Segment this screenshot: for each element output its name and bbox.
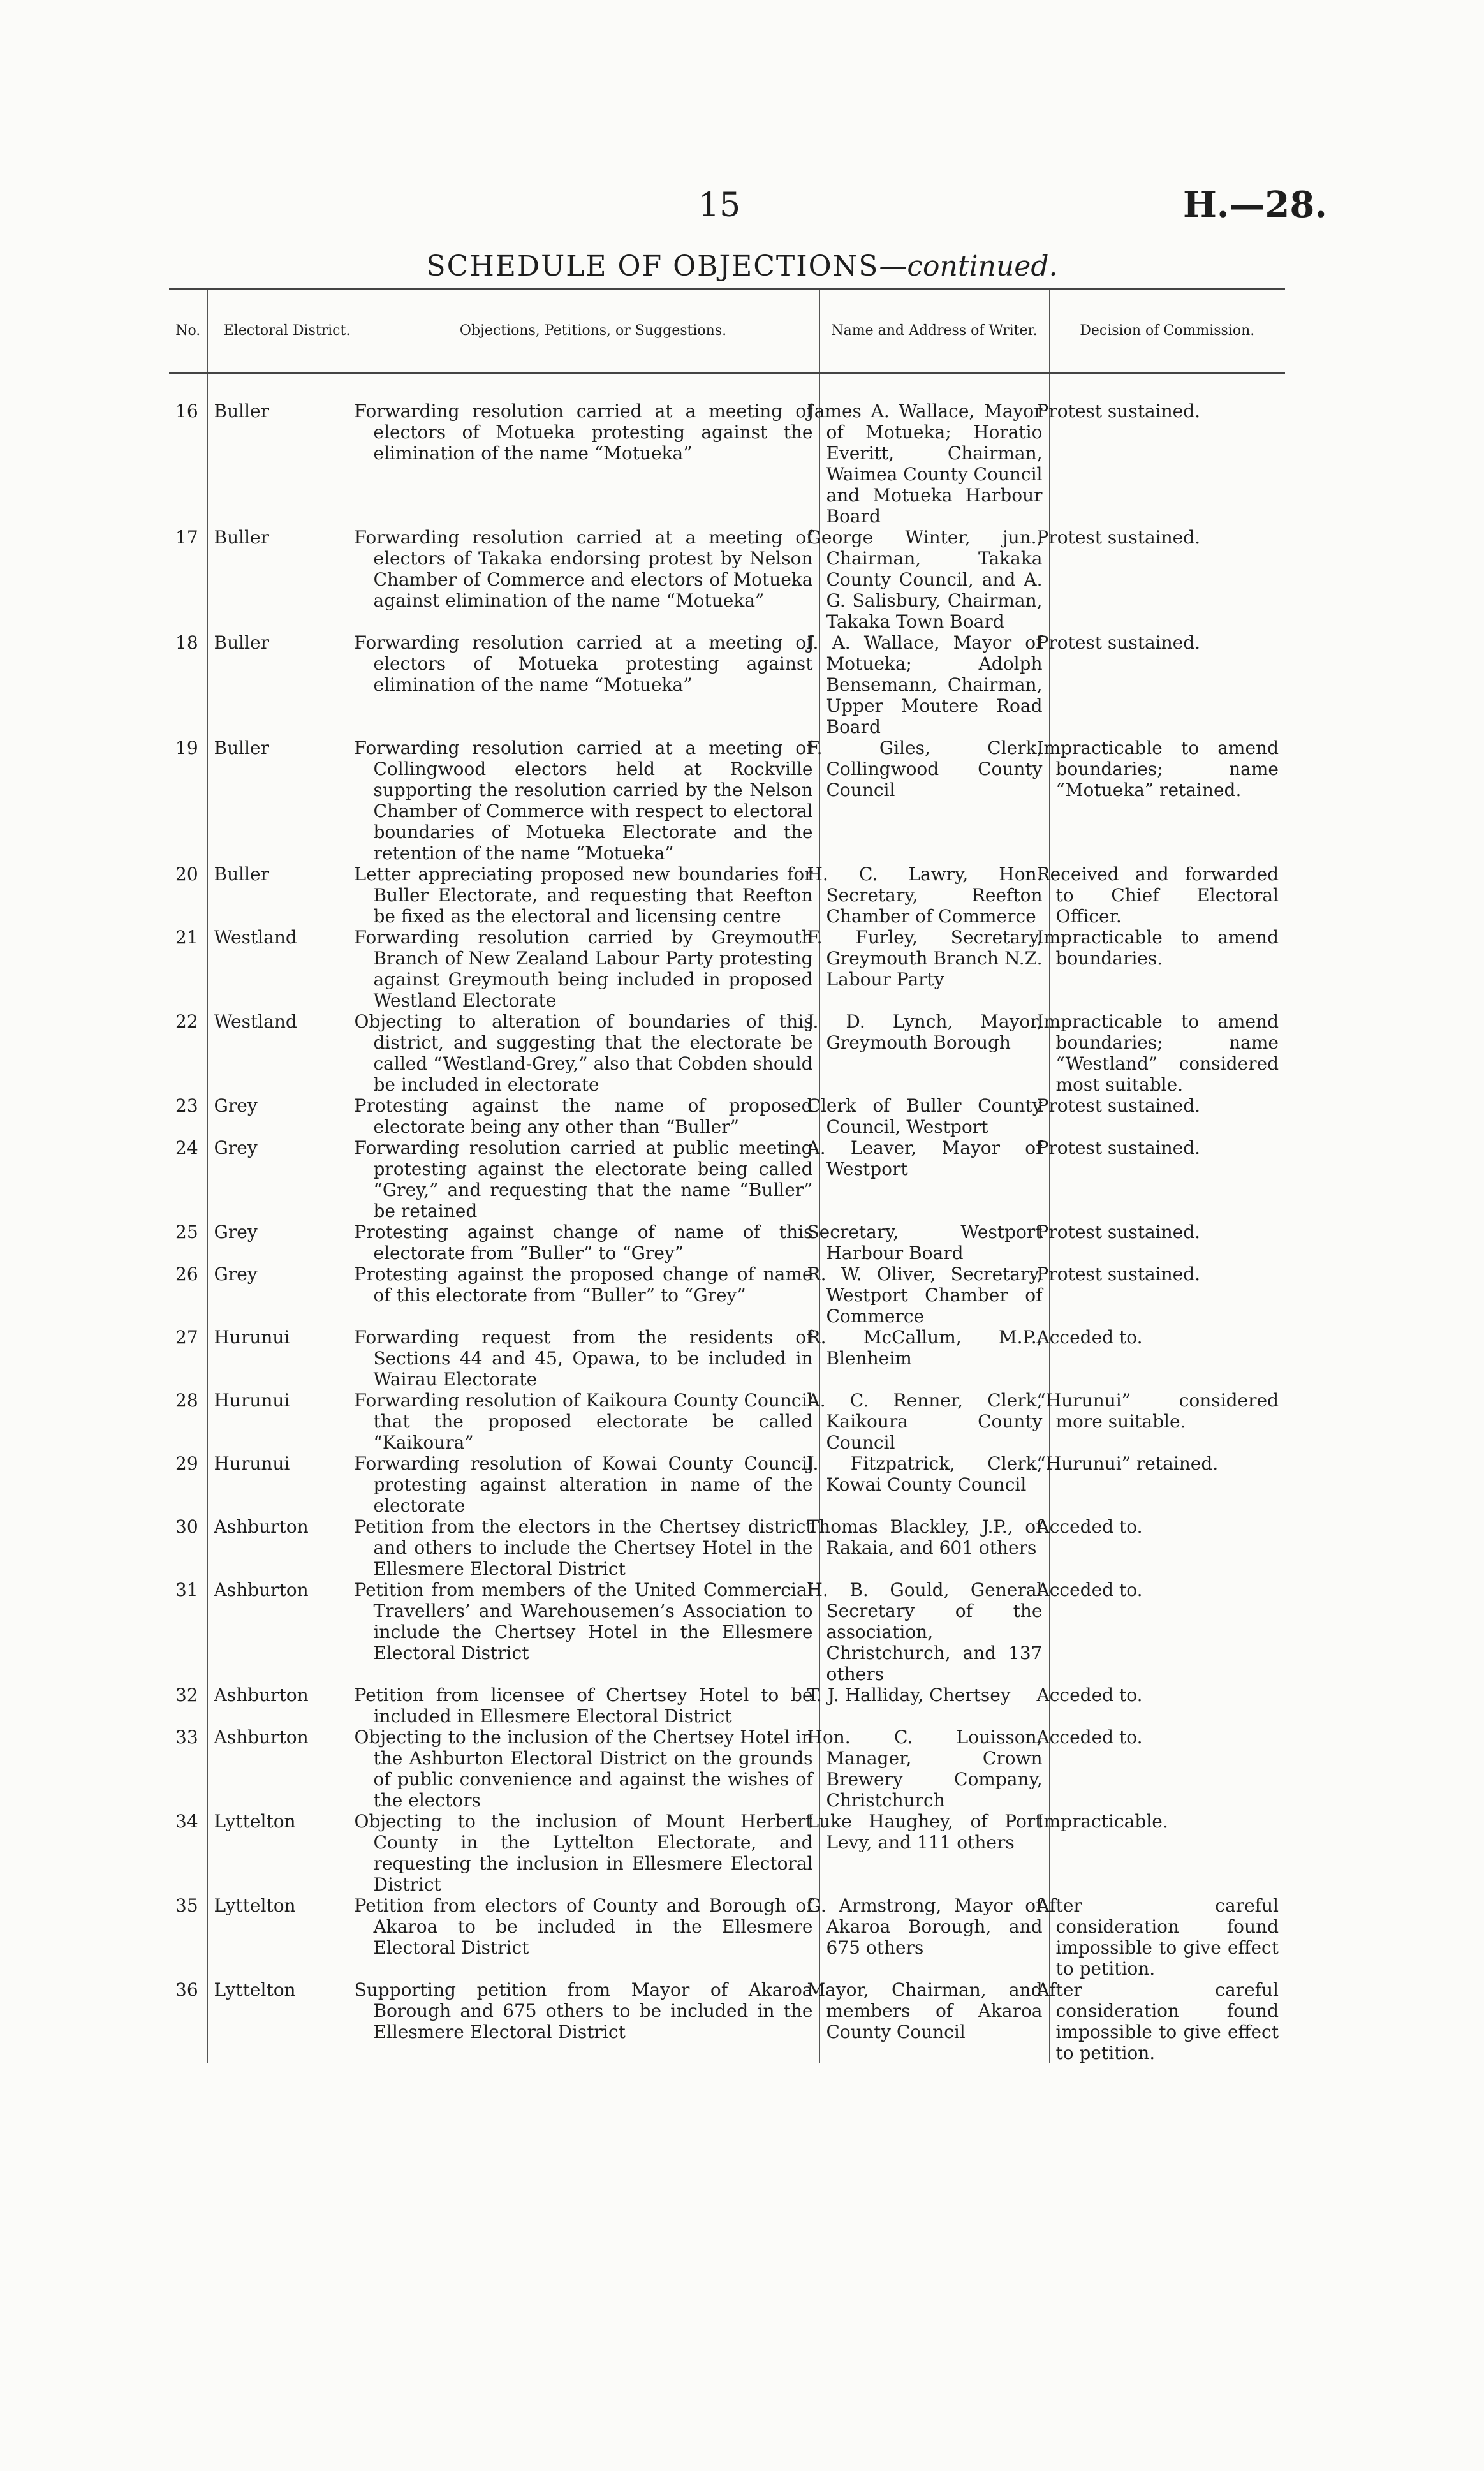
row-number: 16 [175, 401, 198, 422]
row-decision: Received and forwarded to Chief Electoral Officer. [1049, 864, 1285, 927]
row-number: 19 [175, 737, 198, 758]
row-decision: Protest sustained. [1049, 1264, 1285, 1327]
row-district: Buller [207, 632, 367, 737]
row-number: 31 [175, 1579, 198, 1600]
row-district: Ashburton [207, 1516, 367, 1579]
table-row [169, 1685, 1285, 1727]
row-district: Buller [207, 737, 367, 864]
table-row [169, 1327, 1285, 1390]
row-writer: R. McCallum, M.P., Blenheim [819, 1327, 1049, 1390]
row-district: Hurunui [207, 1453, 367, 1516]
table-row [169, 1811, 1285, 1895]
row-number: 32 [175, 1685, 198, 1706]
row-number: 35 [175, 1895, 198, 1916]
row-number: 18 [175, 632, 198, 653]
table-row [169, 1011, 1285, 1095]
row-writer: J. A. Wallace, Mayor of Motueka; Adolph Bensemann, Chairman, Upper Moutere Road Board [819, 632, 1049, 737]
row-writer: Luke Haughey, of Port Levy, and 111 others [819, 1811, 1049, 1895]
row-decision: Impracticable to amend boundaries; name “Westland” considered most suitable. [1049, 1011, 1285, 1095]
row-district: Westland [207, 927, 367, 1011]
row-writer: F. Furley, Secretary, Greymouth Branch N.Z. Labour Party [819, 927, 1049, 1011]
row-district: Hurunui [207, 1327, 367, 1390]
row-district: Grey [207, 1221, 367, 1264]
row-writer: H. C. Lawry, Hon. Secretary, Reefton Chamber of Commerce [819, 864, 1049, 927]
row-objection: Forwarding resolution carried at a meeting of electors of Takaka endorsing protest by Nelson Chamber of Commerce and electors of Motueka against elimination of the name “Motueka” [367, 527, 819, 632]
table-row [169, 1516, 1285, 1579]
row-writer: Hon. C. Louisson, Manager, Crown Brewery Company, Christchurch [819, 1727, 1049, 1811]
row-number: 30 [175, 1516, 198, 1537]
row-number: 22 [175, 1011, 198, 1032]
table-row [169, 1453, 1285, 1516]
row-district: Grey [207, 1137, 367, 1221]
row-objection: Protesting against the proposed change of name of this electorate from “Buller” to “Grey” [367, 1264, 819, 1327]
row-district: Buller [207, 864, 367, 927]
row-district: Lyttelton [207, 1811, 367, 1895]
row-writer: R. W. Oliver, Secretary, Westport Chamber of Commerce [819, 1264, 1049, 1327]
table-row [169, 1895, 1285, 1979]
row-decision: Impracticable to amend boundaries. [1049, 927, 1285, 1011]
row-writer: Mayor, Chairman, and members of Akaroa County Council [819, 1979, 1049, 2063]
column-header-objection: Objections, Petitions, or Suggestions. [367, 289, 819, 373]
row-objection: Forwarding resolution carried at a meeting of Collingwood electors held at Rockville supporting the resolution carried by the Nelson Chamber of Commerce with respect to electoral boundaries of Motueka Electorate and the retention of the name “Motueka” [367, 737, 819, 864]
row-objection: Petition from electors of County and Borough of Akaroa to be included in the Ellesmere Electoral District [367, 1895, 819, 1979]
row-writer: A. Leaver, Mayor of Westport [819, 1137, 1049, 1221]
objections-table [169, 288, 1285, 2063]
row-decision: Protest sustained. [1049, 1095, 1285, 1137]
row-objection: Forwarding resolution carried at public meeting protesting against the electorate being called “Grey,” and requesting that the name “Buller” be retained [367, 1137, 819, 1221]
row-objection: Forwarding resolution carried by Greymouth Branch of New Zealand Labour Party protesting against Greymouth being included in proposed Westland Electorate [367, 927, 819, 1011]
row-number: 28 [175, 1390, 198, 1411]
row-district: Hurunui [207, 1390, 367, 1453]
row-decision: Protest sustained. [1049, 1221, 1285, 1264]
row-objection: Protesting against the name of proposed electorate being any other than “Buller” [367, 1095, 819, 1137]
row-objection: Letter appreciating proposed new boundaries for Buller Electorate, and requesting that Reefton be fixed as the electoral and licensing centre [367, 864, 819, 927]
table-row [169, 373, 1285, 527]
row-decision: Impracticable to amend boundaries; name “Motueka” retained. [1049, 737, 1285, 864]
row-number: 25 [175, 1221, 198, 1243]
row-objection: Forwarding resolution of Kowai County Council protesting against alteration in name of the electorate [367, 1453, 819, 1516]
row-writer: J. Fitzpatrick, Clerk, Kowai County Council [819, 1453, 1049, 1516]
row-district: Westland [207, 1011, 367, 1095]
row-number: 27 [175, 1327, 198, 1348]
row-objection: Forwarding resolution carried at a meeting of electors of Motueka protesting against elimination of the name “Motueka” [367, 632, 819, 737]
row-writer: Thomas Blackley, J.P., of Rakaia, and 601 others [819, 1516, 1049, 1579]
row-decision: After careful consideration found impossible to give effect to petition. [1049, 1979, 1285, 2063]
row-objection: Petition from members of the United Commercial Travellers’ and Warehousemen’s Association to include the Chertsey Hotel in the Ellesmere Electoral District [367, 1579, 819, 1685]
row-writer: George Winter, jun., Chairman, Takaka County Council, and A. G. Salisbury, Chairman, Takaka Town Board [819, 527, 1049, 632]
document-reference: H.—28. [1183, 184, 1327, 226]
table-row [169, 527, 1285, 632]
row-number: 21 [175, 927, 198, 948]
table-row [169, 737, 1285, 864]
row-district: Lyttelton [207, 1895, 367, 1979]
page-title [0, 250, 1484, 283]
row-writer: A. C. Renner, Clerk, Kaikoura County Council [819, 1390, 1049, 1453]
row-number: 33 [175, 1727, 198, 1748]
row-writer: Secretary, Westport Harbour Board [819, 1221, 1049, 1264]
table-row [169, 632, 1285, 737]
row-decision: Acceded to. [1049, 1727, 1285, 1811]
row-district: Buller [207, 527, 367, 632]
row-number: 20 [175, 864, 198, 885]
row-decision: “Hurunui” retained. [1049, 1453, 1285, 1516]
column-header-writer: Name and Address of Writer. [819, 289, 1049, 373]
table-row [169, 864, 1285, 927]
table-row [169, 1221, 1285, 1264]
row-number: 17 [175, 527, 198, 548]
row-objection: Forwarding resolution carried at a meeting of electors of Motueka protesting against the elimination of the name “Motueka” [367, 373, 819, 527]
row-writer: James A. Wallace, Mayor of Motueka; Horatio Everitt, Chairman, Waimea County Council and Motueka Harbour Board [819, 373, 1049, 527]
table-row [169, 1579, 1285, 1685]
row-district: Ashburton [207, 1685, 367, 1727]
table-row [169, 1264, 1285, 1327]
row-decision: Acceded to. [1049, 1579, 1285, 1685]
column-header-district: Electoral District. [207, 289, 367, 373]
table-row [169, 1137, 1285, 1221]
row-objection: Supporting petition from Mayor of Akaroa Borough and 675 others to be included in the Ellesmere Electoral District [367, 1979, 819, 2063]
row-objection: Protesting against change of name of this electorate from “Buller” to “Grey” [367, 1221, 819, 1264]
row-decision: Protest sustained. [1049, 527, 1285, 632]
row-number: 36 [175, 1979, 198, 2000]
table-row [169, 927, 1285, 1011]
row-objection: Forwarding request from the residents of Sections 44 and 45, Opawa, to be included in Wairau Electorate [367, 1327, 819, 1390]
row-writer: G. Armstrong, Mayor of Akaroa Borough, and 675 others [819, 1895, 1049, 1979]
row-objection: Objecting to the inclusion of the Chertsey Hotel in the Ashburton Electoral District on the grounds of public convenience and against the wishes of the electors [367, 1727, 819, 1811]
row-decision: Acceded to. [1049, 1685, 1285, 1727]
row-number: 26 [175, 1264, 198, 1285]
row-decision: Impracticable. [1049, 1811, 1285, 1895]
column-header-no: No. [169, 289, 207, 373]
row-decision: After careful consideration found impossible to give effect to petition. [1049, 1895, 1285, 1979]
table-row [169, 1095, 1285, 1137]
row-writer: Clerk of Buller County Council, Westport [819, 1095, 1049, 1137]
page-number: 15 [698, 186, 741, 225]
column-header-decision: Decision of Commission. [1049, 289, 1285, 373]
row-decision: Protest sustained. [1049, 1137, 1285, 1221]
row-objection: Objecting to the inclusion of Mount Herbert County in the Lyttelton Electorate, and requesting the inclusion in Ellesmere Electoral District [367, 1811, 819, 1895]
table-header-row [169, 289, 1285, 373]
row-district: Ashburton [207, 1579, 367, 1685]
row-number: 34 [175, 1811, 198, 1832]
row-decision: “Hurunui” considered more suitable. [1049, 1390, 1285, 1453]
row-objection: Forwarding resolution of Kaikoura County Council that the proposed electorate be called “Kaikoura” [367, 1390, 819, 1453]
row-district: Grey [207, 1264, 367, 1327]
title-suffix: —continued. [879, 250, 1058, 283]
row-district: Buller [207, 373, 367, 527]
row-writer: J. D. Lynch, Mayor, Greymouth Borough [819, 1011, 1049, 1095]
row-district: Grey [207, 1095, 367, 1137]
row-objection: Petition from the electors in the Chertsey district and others to include the Chertsey Hotel in the Ellesmere Electoral District [367, 1516, 819, 1579]
table-row [169, 1727, 1285, 1811]
row-decision: Protest sustained. [1049, 373, 1285, 527]
row-number: 29 [175, 1453, 198, 1474]
table-row [169, 1979, 1285, 2063]
row-district: Lyttelton [207, 1979, 367, 2063]
row-objection: Petition from licensee of Chertsey Hotel to be included in Ellesmere Electoral District [367, 1685, 819, 1727]
row-district: Ashburton [207, 1727, 367, 1811]
row-writer: T. J. Halliday, Chertsey [819, 1685, 1049, 1727]
row-number: 24 [175, 1137, 198, 1158]
row-decision: Acceded to. [1049, 1516, 1285, 1579]
table-row [169, 1390, 1285, 1453]
row-decision: Acceded to. [1049, 1327, 1285, 1390]
row-writer: F. Giles, Clerk, Collingwood County Council [819, 737, 1049, 864]
row-decision: Protest sustained. [1049, 632, 1285, 737]
row-number: 23 [175, 1095, 198, 1116]
row-writer: H. B. Gould, General Secretary of the association, Christchurch, and 137 others [819, 1579, 1049, 1685]
row-objection: Objecting to alteration of boundaries of this district, and suggesting that the electorate be called “Westland-Grey,” also that Cobden should be included in electorate [367, 1011, 819, 1095]
title-text: SCHEDULE OF OBJECTIONS [426, 250, 879, 283]
